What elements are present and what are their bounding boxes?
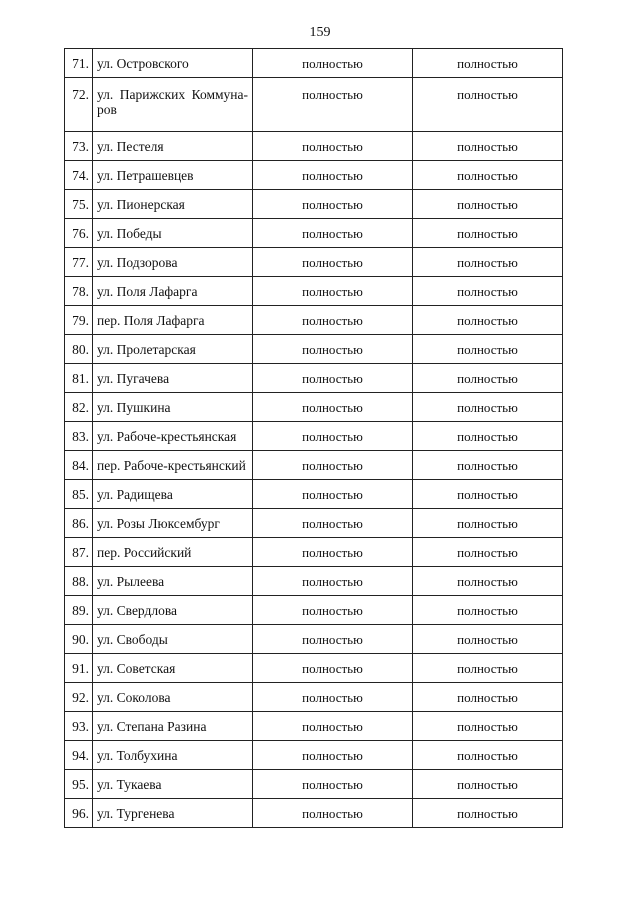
table-row <box>65 161 563 190</box>
coverage-value-2: полностью <box>413 132 563 161</box>
row-number: 87. <box>65 538 93 567</box>
table-row <box>65 422 563 451</box>
coverage-value-2: полностью <box>413 799 563 828</box>
row-number: 71. <box>65 49 93 78</box>
street-name: ул. Тургенева <box>93 799 253 828</box>
streets-table-body <box>65 49 563 828</box>
table-row <box>65 277 563 306</box>
street-name: ул. Пионерская <box>93 190 253 219</box>
coverage-value-1: полностью <box>253 480 413 509</box>
coverage-value-2: полностью <box>413 567 563 596</box>
row-number: 80. <box>65 335 93 364</box>
coverage-value-2: полностью <box>413 161 563 190</box>
coverage-value-2: полностью <box>413 741 563 770</box>
street-name: ул. Пушкина <box>93 393 253 422</box>
coverage-value-1: полностью <box>253 49 413 78</box>
street-name: ул. Соколова <box>93 683 253 712</box>
street-name: ул. Победы <box>93 219 253 248</box>
table-row <box>65 567 563 596</box>
coverage-value-2: полностью <box>413 422 563 451</box>
street-name: ул. Степана Разина <box>93 712 253 741</box>
page-number: 159 <box>309 25 331 40</box>
table-row <box>65 49 563 78</box>
street-name: ул. Петрашевцев <box>93 161 253 190</box>
table-row <box>65 306 563 335</box>
row-number: 86. <box>65 509 93 538</box>
streets-table <box>64 48 563 828</box>
table-row <box>65 78 563 132</box>
coverage-value-2: полностью <box>413 509 563 538</box>
table-row <box>65 712 563 741</box>
coverage-value-1: полностью <box>253 654 413 683</box>
coverage-value-1: полностью <box>253 364 413 393</box>
coverage-value-1: полностью <box>253 306 413 335</box>
street-name: ул. Рылеева <box>93 567 253 596</box>
row-number: 76. <box>65 219 93 248</box>
row-number: 79. <box>65 306 93 335</box>
row-number: 73. <box>65 132 93 161</box>
coverage-value-2: полностью <box>413 538 563 567</box>
row-number: 83. <box>65 422 93 451</box>
coverage-value-1: полностью <box>253 741 413 770</box>
table-row <box>65 654 563 683</box>
street-name: ул. Свердлова <box>93 596 253 625</box>
row-number: 92. <box>65 683 93 712</box>
coverage-value-1: полностью <box>253 770 413 799</box>
row-number: 90. <box>65 625 93 654</box>
table-row <box>65 596 563 625</box>
coverage-value-2: полностью <box>413 451 563 480</box>
street-name: ул. Радищева <box>93 480 253 509</box>
table-row <box>65 248 563 277</box>
coverage-value-2: полностью <box>413 625 563 654</box>
coverage-value-1: полностью <box>253 78 413 132</box>
street-name: ул. Островского <box>93 49 253 78</box>
coverage-value-1: полностью <box>253 596 413 625</box>
coverage-value-1: полностью <box>253 190 413 219</box>
street-name: ул. Розы Люксембург <box>93 509 253 538</box>
coverage-value-2: полностью <box>413 654 563 683</box>
street-name: ул. Советская <box>93 654 253 683</box>
street-name: ул. Рабоче-крестьянская <box>93 422 253 451</box>
street-name: пер. Рабоче-крестьянский <box>93 451 253 480</box>
row-number: 95. <box>65 770 93 799</box>
coverage-value-1: полностью <box>253 132 413 161</box>
coverage-value-1: полностью <box>253 161 413 190</box>
row-number: 93. <box>65 712 93 741</box>
coverage-value-1: полностью <box>253 625 413 654</box>
street-name: ул. Пестеля <box>93 132 253 161</box>
table-row <box>65 132 563 161</box>
table-row <box>65 799 563 828</box>
street-name: ул. Пугачева <box>93 364 253 393</box>
coverage-value-2: полностью <box>413 219 563 248</box>
row-number: 89. <box>65 596 93 625</box>
row-number: 84. <box>65 451 93 480</box>
table-row <box>65 509 563 538</box>
table-row <box>65 451 563 480</box>
street-name: ул. Подзорова <box>93 248 253 277</box>
table-row <box>65 393 563 422</box>
street-name: ул. Тукаева <box>93 770 253 799</box>
coverage-value-2: полностью <box>413 770 563 799</box>
coverage-value-2: полностью <box>413 712 563 741</box>
coverage-value-1: полностью <box>253 277 413 306</box>
coverage-value-1: полностью <box>253 422 413 451</box>
coverage-value-1: полностью <box>253 335 413 364</box>
table-row <box>65 364 563 393</box>
coverage-value-2: полностью <box>413 364 563 393</box>
table-row <box>65 683 563 712</box>
street-name: ул. Толбухина <box>93 741 253 770</box>
coverage-value-2: полностью <box>413 248 563 277</box>
coverage-value-2: полностью <box>413 596 563 625</box>
row-number: 96. <box>65 799 93 828</box>
coverage-value-1: полностью <box>253 451 413 480</box>
coverage-value-1: полностью <box>253 538 413 567</box>
coverage-value-1: полностью <box>253 509 413 538</box>
table-row <box>65 219 563 248</box>
coverage-value-1: полностью <box>253 799 413 828</box>
coverage-value-1: полностью <box>253 219 413 248</box>
coverage-value-2: полностью <box>413 335 563 364</box>
coverage-value-2: полностью <box>413 306 563 335</box>
coverage-value-2: полностью <box>413 190 563 219</box>
street-name: ул. Пролетарская <box>93 335 253 364</box>
coverage-value-1: полностью <box>253 567 413 596</box>
coverage-value-2: полностью <box>413 49 563 78</box>
coverage-value-1: полностью <box>253 393 413 422</box>
row-number: 72. <box>65 78 93 132</box>
row-number: 78. <box>65 277 93 306</box>
row-number: 94. <box>65 741 93 770</box>
coverage-value-2: полностью <box>413 480 563 509</box>
table-row <box>65 538 563 567</box>
coverage-value-1: полностью <box>253 683 413 712</box>
table-row <box>65 741 563 770</box>
row-number: 74. <box>65 161 93 190</box>
street-name: пер. Поля Лафарга <box>93 306 253 335</box>
row-number: 88. <box>65 567 93 596</box>
coverage-value-2: полностью <box>413 277 563 306</box>
coverage-value-2: полностью <box>413 393 563 422</box>
coverage-value-2: полностью <box>413 78 563 132</box>
row-number: 75. <box>65 190 93 219</box>
street-name: ул. Поля Лафарга <box>93 277 253 306</box>
street-name: пер. Российский <box>93 538 253 567</box>
row-number: 91. <box>65 654 93 683</box>
row-number: 81. <box>65 364 93 393</box>
table-row <box>65 625 563 654</box>
street-name: ул. Парижских Коммуна-ров <box>93 78 253 132</box>
coverage-value-2: полностью <box>413 683 563 712</box>
coverage-value-1: полностью <box>253 712 413 741</box>
table-row <box>65 770 563 799</box>
row-number: 85. <box>65 480 93 509</box>
row-number: 77. <box>65 248 93 277</box>
table-row <box>65 480 563 509</box>
street-name: ул. Свободы <box>93 625 253 654</box>
table-row <box>65 335 563 364</box>
row-number: 82. <box>65 393 93 422</box>
coverage-value-1: полностью <box>253 248 413 277</box>
table-row <box>65 190 563 219</box>
